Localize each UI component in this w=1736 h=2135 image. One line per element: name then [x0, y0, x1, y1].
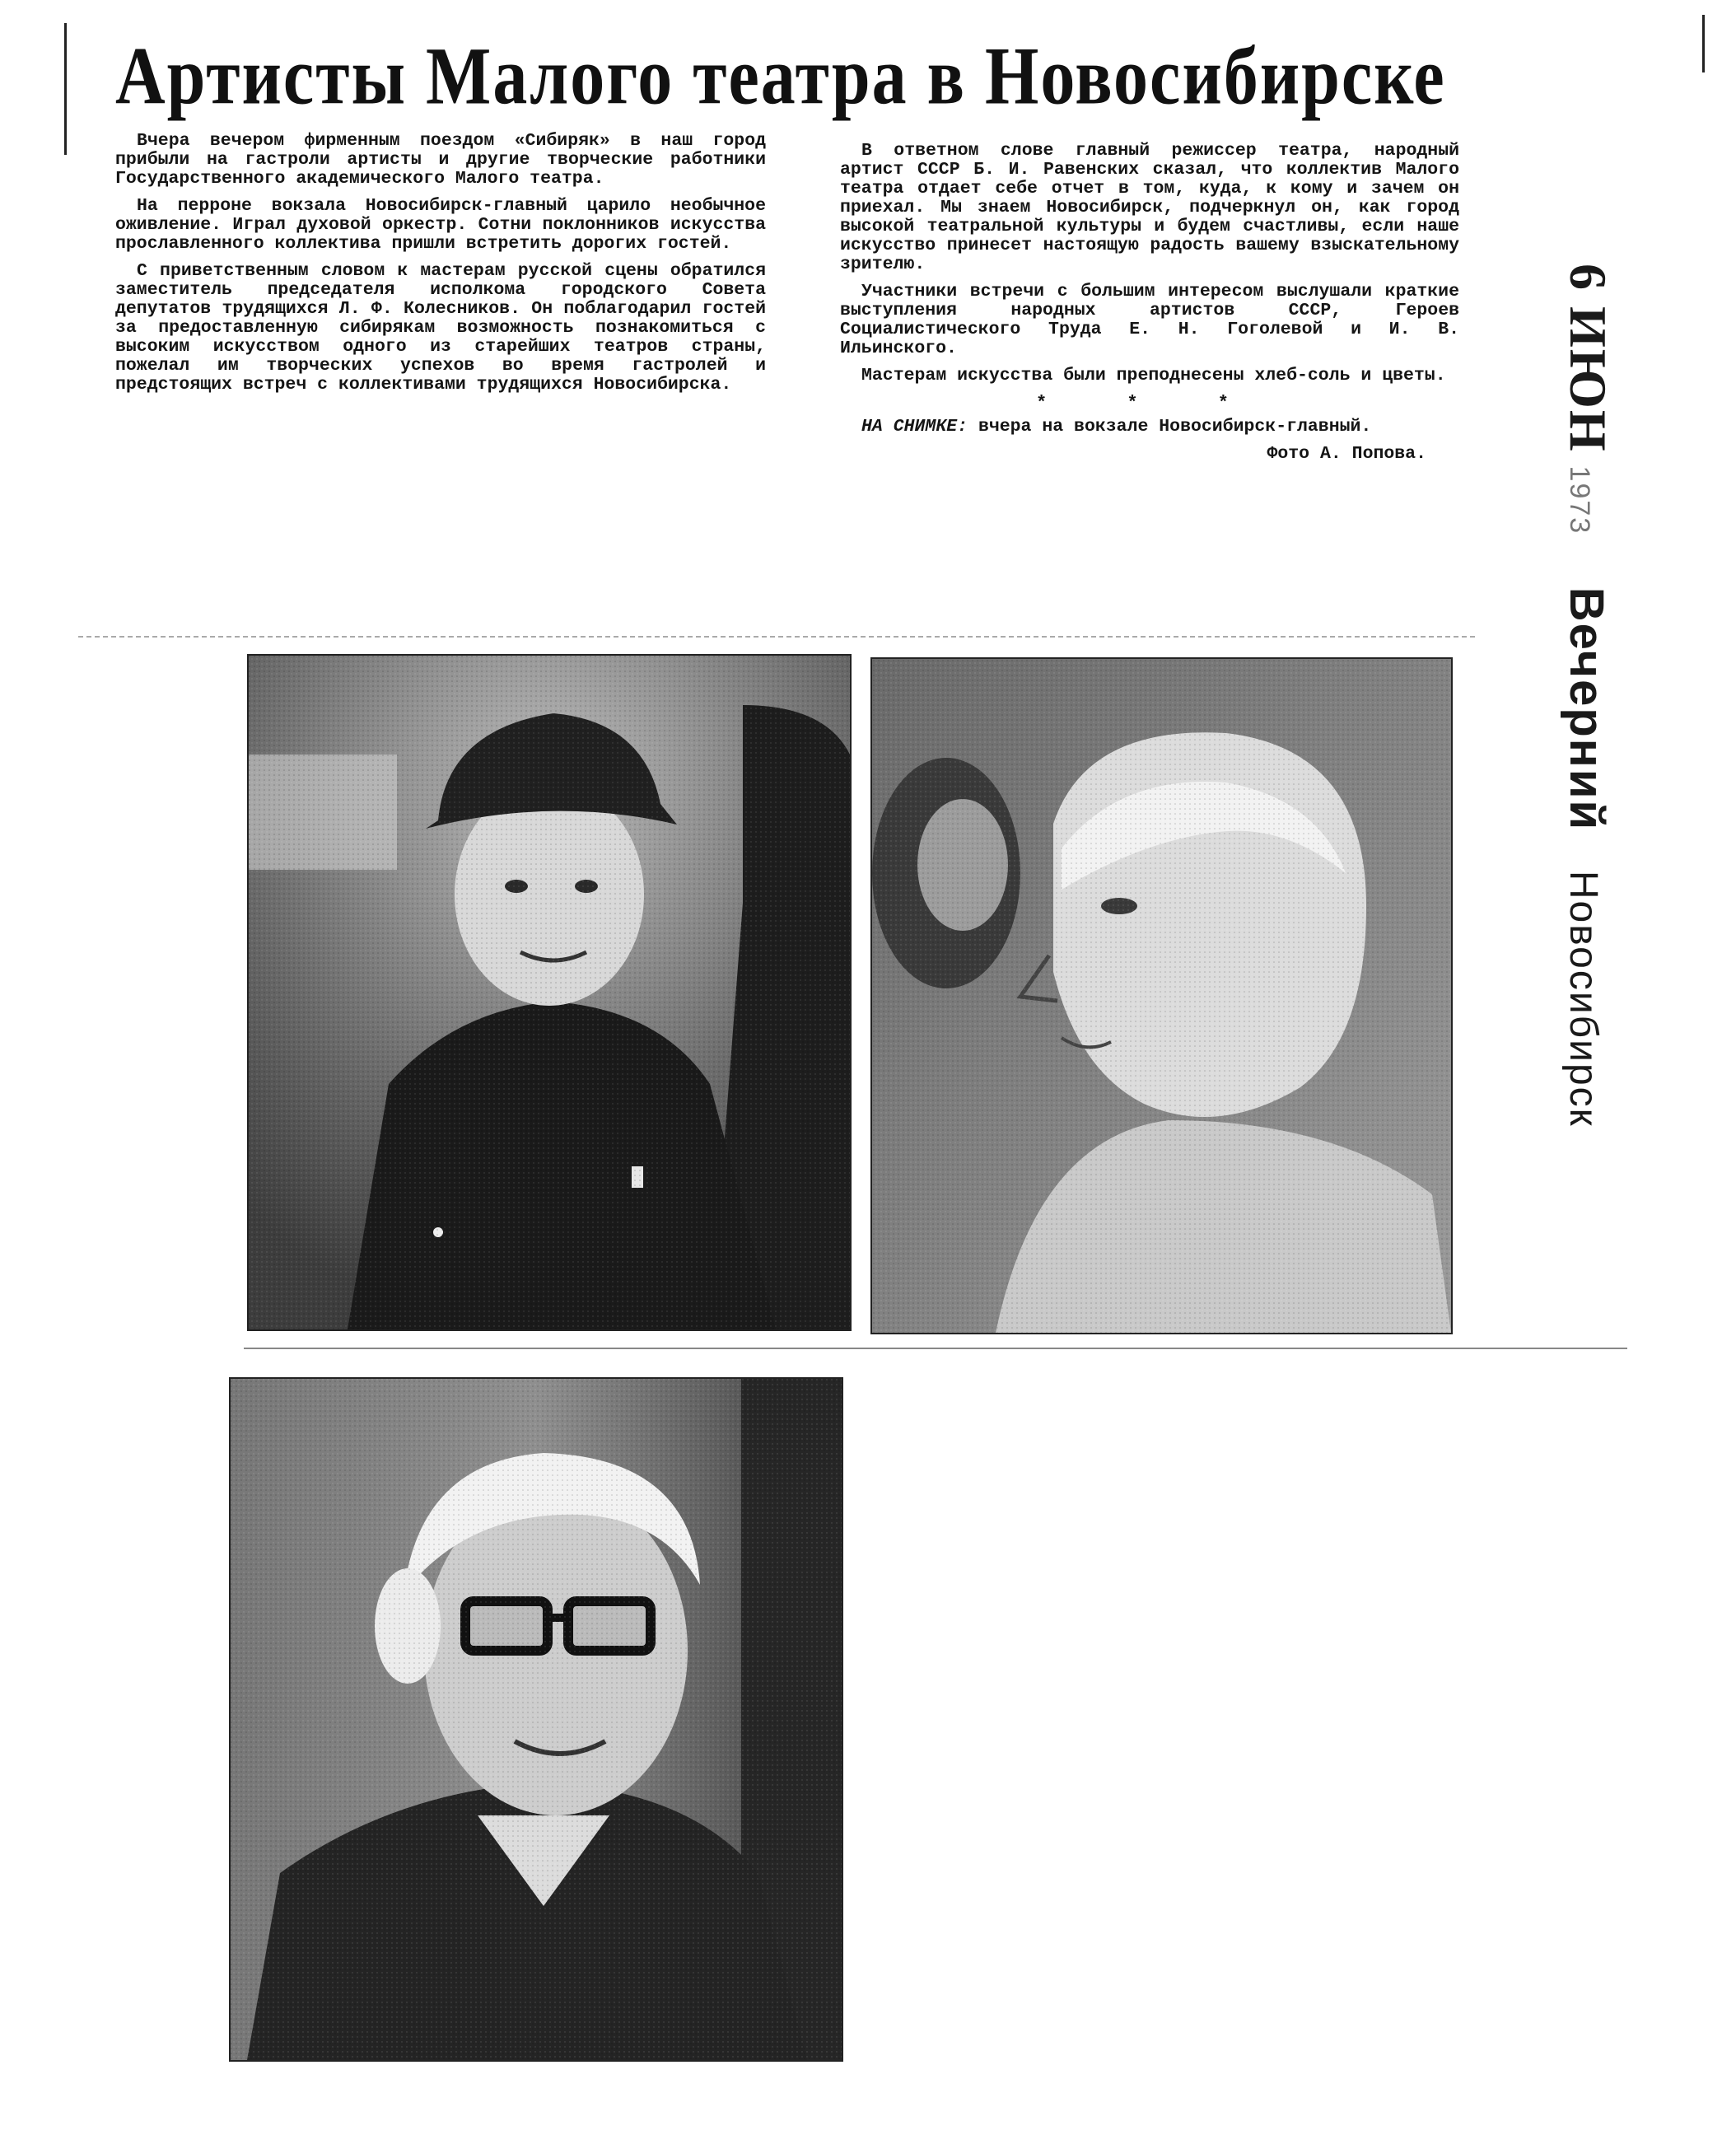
paragraph: На перроне вокзала Новосибирск-главный царило необычное оживление. Играл духовой оркестр. Сотни поклонников искусства прославленного коллектива пришли встретить дорогих гостей. [115, 196, 766, 254]
paragraph: Мастерам искусства были преподнесены хлеб-соль и цветы. [861, 366, 1446, 385]
photo-image [872, 659, 1451, 1333]
photo-image [231, 1379, 842, 2060]
photo-man-with-glasses [229, 1377, 843, 2062]
article-column-left [115, 132, 766, 403]
stamp-paper-name: Вечерний [1560, 586, 1613, 832]
photo-caption [840, 418, 1459, 437]
article-headline: Артисты Малого театра в Новосибирске [115, 31, 1446, 123]
left-margin-rule [64, 23, 67, 155]
source-stamp [1536, 264, 1618, 1128]
section-separator: * * * [1035, 393, 1263, 413]
paragraph: Участники встречи с большим интересом выслушали краткие выступления народных артистов СССР, Героев Социалистического Труда Е. Н. Гоголевой и И. В. Ильинского. [840, 282, 1459, 358]
paragraph: В ответном слове главный режиссер театра, народный артист СССР Б. И. Равенских сказал, что коллектив Малого театра отдает себе отчет в том, куда, к кому и зачем он приехал. Мы знаем Новосибирск, подчеркнул он, как город высокой театральной культуры и будем счастливы, если наше искусство принесет настоящую радость вашему взыскательному зрителю. [840, 141, 1459, 274]
caption-text: вчера на вокзале Новосибирск-главный. [978, 417, 1372, 437]
photo-credit: Фото А. Попова. [1267, 444, 1426, 464]
photo-row-divider [244, 1348, 1627, 1349]
stamp-city: Новосибирск [1561, 870, 1605, 1128]
photo-image [249, 656, 850, 1329]
article-column-right [840, 142, 1459, 464]
stamp-date: 6 ИЮН [1559, 264, 1617, 453]
source-stamp-text [1557, 264, 1618, 1128]
paragraph: С приветственным словом к мастерам русской сцены обратился заместитель председателя исполкома городского Совета депутатов трудящихся Л. Ф. Колесников. Он поблагодарил гостей за предоставленную сибирякам возможность познакомиться с высоким искусством одного из старейших театров страны, пожелал им творческих успехов во время гастролей и предстоящих встреч с коллективами трудящихся Новосибирска. [115, 261, 766, 395]
stamp-year: 1973 [1564, 465, 1595, 535]
right-margin-mark [1702, 15, 1705, 72]
photo-man-in-hat [247, 654, 852, 1331]
paragraph: Вчера вечером фирменным поездом «Сибиряк» в наш город прибыли на гастроли артисты и другие творческие работники Государственного академического Малого театра. [115, 131, 766, 189]
cut-line [78, 636, 1478, 638]
photo-woman-profile [870, 657, 1453, 1334]
caption-label: НА СНИМКЕ: [861, 417, 968, 437]
